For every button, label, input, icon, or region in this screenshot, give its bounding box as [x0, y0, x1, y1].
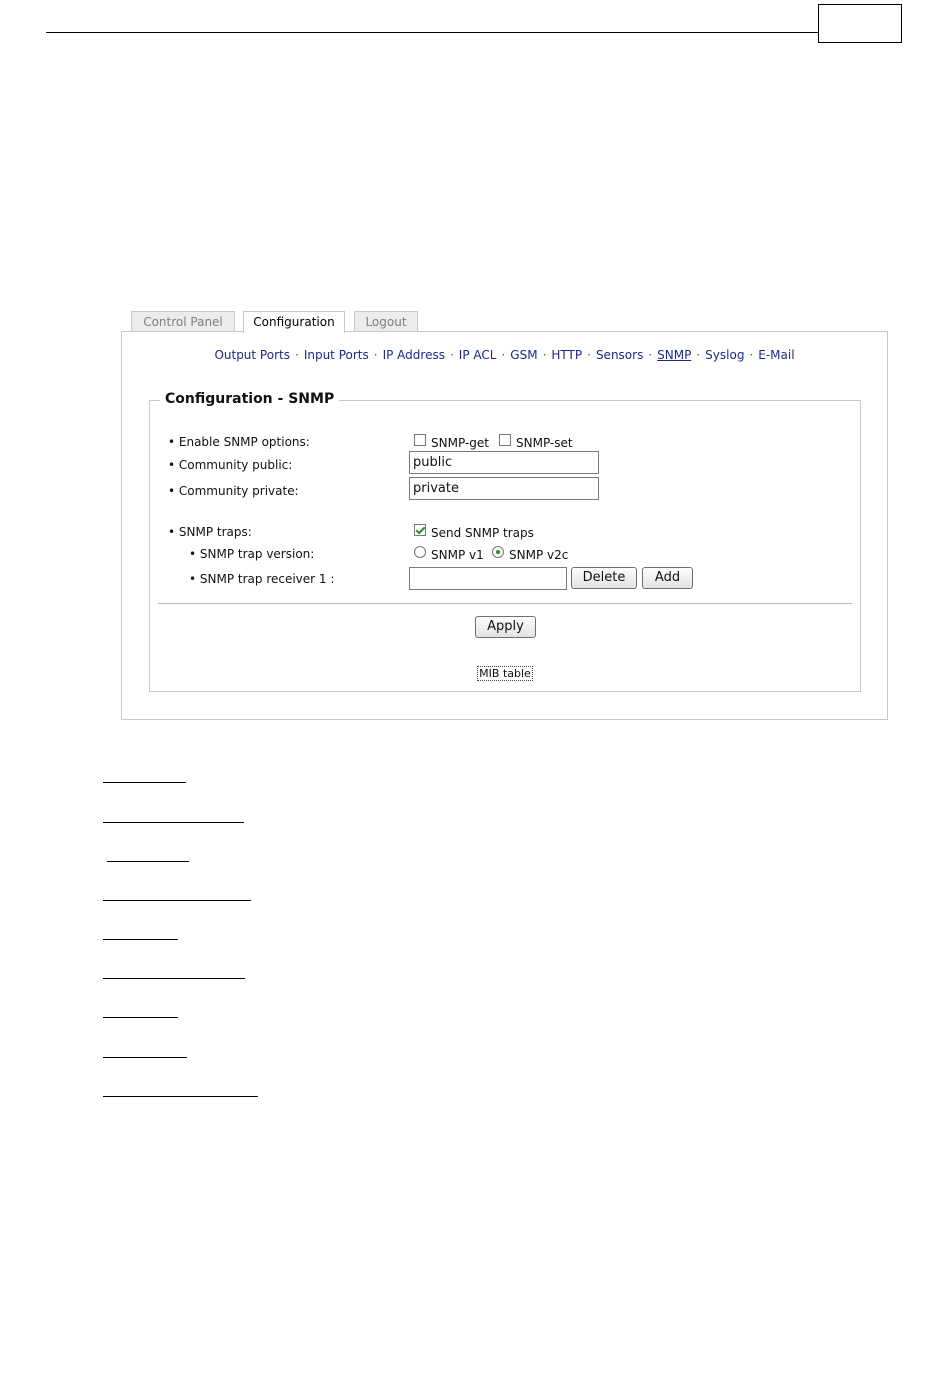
underline-stub [103, 939, 178, 940]
subnav-separator: · [648, 348, 653, 362]
snmp-traps-label: • SNMP traps: [168, 525, 252, 539]
subnav-separator: · [696, 348, 701, 362]
config-subnav [122, 348, 887, 362]
page-header-rule [46, 32, 818, 33]
subnav-syslog[interactable]: Syslog [705, 348, 745, 362]
subnav-http[interactable]: HTTP [551, 348, 583, 362]
underline-stub [103, 978, 245, 979]
subnav-ip-address[interactable]: IP Address [382, 348, 445, 362]
snmp-fieldset [149, 391, 861, 692]
subnav-ip-acl[interactable]: IP ACL [458, 348, 497, 362]
tab-control-panel[interactable]: Control Panel [131, 311, 235, 332]
snmp-get-checkbox[interactable] [414, 434, 426, 446]
trap-receiver-label: • SNMP trap receiver 1 : [189, 572, 335, 586]
enable-snmp-label: • Enable SNMP options: [168, 435, 310, 449]
subnav-separator: · [542, 348, 547, 362]
subnav-input-ports[interactable]: Input Ports [303, 348, 369, 362]
subnav-output-ports[interactable]: Output Ports [214, 348, 290, 362]
subnav-sensors[interactable]: Sensors [595, 348, 644, 362]
mib-table-link[interactable]: MIB table [479, 667, 531, 680]
configuration-panel [121, 331, 888, 720]
subnav-separator: · [449, 348, 454, 362]
subnav-separator: · [749, 348, 754, 362]
send-traps-checkbox[interactable] [414, 524, 426, 536]
section-divider [158, 603, 852, 604]
page-number-box [818, 4, 902, 43]
tab-logout[interactable]: Logout [354, 311, 418, 332]
subnav-snmp[interactable]: SNMP [657, 348, 692, 362]
community-public-input[interactable] [409, 451, 599, 474]
subnav-separator: · [294, 348, 299, 362]
subnav-separator: · [373, 348, 378, 362]
snmp-get-label: SNMP-get [431, 436, 489, 450]
section-title: Configuration - SNMP [160, 391, 339, 407]
underline-stub [107, 861, 189, 862]
underline-stub [103, 822, 244, 823]
underline-stub [103, 1017, 178, 1018]
snmp-v1-radio[interactable] [414, 546, 426, 558]
trap-version-label: • SNMP trap version: [189, 547, 315, 561]
subnav-email[interactable]: E-Mail [758, 348, 795, 362]
community-private-input[interactable] [409, 477, 599, 500]
community-private-label: • Community private: [168, 484, 299, 498]
send-traps-label: Send SNMP traps [431, 526, 534, 540]
apply-button[interactable]: Apply [475, 616, 536, 638]
snmp-v2c-label: SNMP v2c [509, 548, 569, 562]
underline-stub [103, 1096, 258, 1097]
snmp-set-checkbox[interactable] [499, 434, 511, 446]
subnav-separator: · [587, 348, 591, 362]
snmp-v2c-radio[interactable] [492, 546, 504, 558]
community-public-label: • Community public: [168, 458, 293, 472]
trap-receiver-input[interactable] [409, 567, 567, 590]
add-button[interactable]: Add [642, 567, 693, 589]
delete-button[interactable]: Delete [571, 567, 637, 589]
snmp-set-label: SNMP-set [516, 436, 573, 450]
subnav-separator: · [501, 348, 506, 362]
snmp-v1-label: SNMP v1 [431, 548, 484, 562]
subnav-gsm[interactable]: GSM [510, 348, 538, 362]
underline-stub [103, 1057, 187, 1058]
tab-configuration[interactable]: Configuration [243, 311, 345, 333]
underline-stub [103, 782, 186, 783]
underline-stub [103, 900, 251, 901]
mib-table-link-row [150, 667, 860, 680]
